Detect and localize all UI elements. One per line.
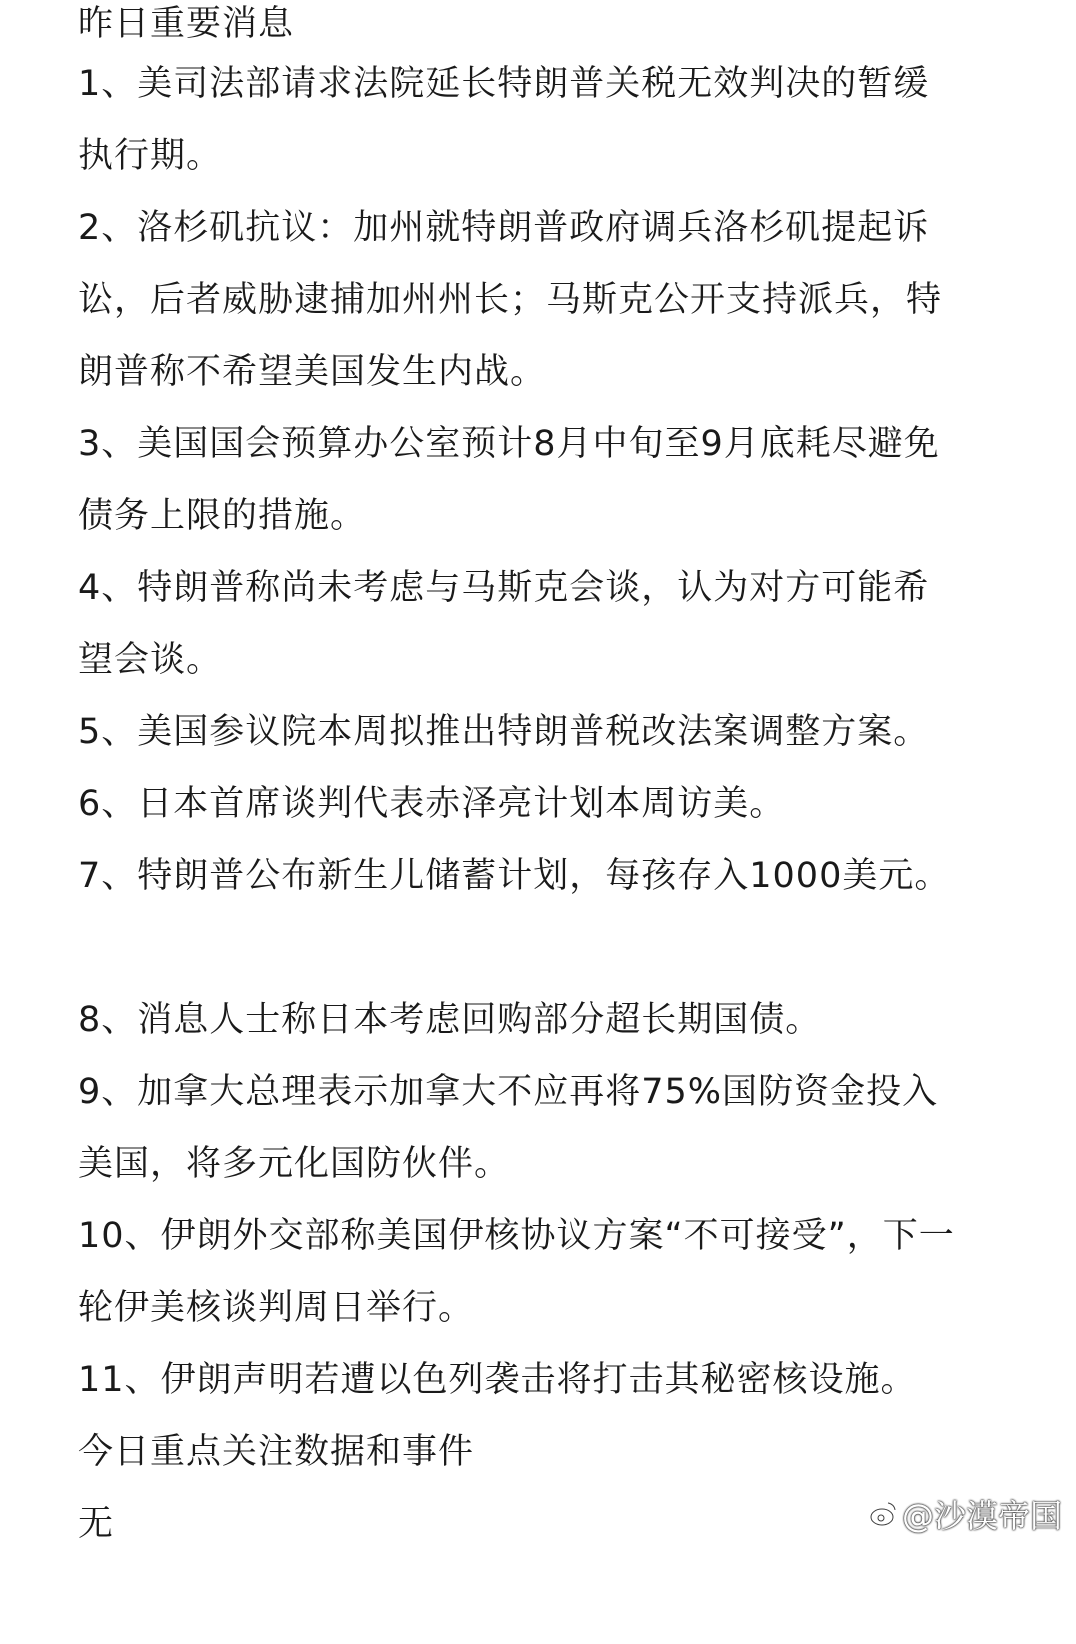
weibo-logo-icon	[868, 1499, 898, 1529]
news-item-6	[78, 768, 958, 840]
news-line: 1、美司法部请求法院延长特朗普关税无效判决的暂缓	[78, 64, 930, 104]
news-item-1	[78, 48, 958, 192]
news-line: 9、加拿大总理表示加拿大不应再将75%国防资金投入	[78, 1072, 939, 1112]
news-item-9	[78, 1056, 958, 1200]
news-line: 美国，将多元化国防伙伴。	[78, 1144, 511, 1184]
news-line: 讼，后者威胁逮捕加州州长；马斯克公开支持派兵，特	[78, 280, 943, 320]
news-line: 债务上限的措施。	[78, 496, 367, 536]
watermark	[868, 1488, 1062, 1540]
news-item-11	[78, 1344, 958, 1416]
news-line: 望会谈。	[78, 640, 223, 680]
news-item-10	[78, 1200, 958, 1344]
news-item-2	[78, 192, 958, 408]
news-line: 6、日本首席谈判代表赤泽亮计划本周访美。	[78, 784, 786, 824]
news-line: 7、特朗普公布新生儿储蓄计划，每孩存入1000美元。	[78, 856, 951, 896]
header-title: 昨日重要消息	[78, 4, 295, 44]
news-item-8	[78, 984, 958, 1056]
section-body: 无	[78, 1504, 115, 1544]
news-line: 轮伊美核谈判周日举行。	[78, 1288, 475, 1328]
news-item-4	[78, 552, 958, 696]
news-line: 11、伊朗声明若遭以色列袭击将打击其秘密核设施。	[78, 1360, 917, 1400]
news-item-3	[78, 408, 958, 552]
news-line: 10、伊朗外交部称美国伊核协议方案“不可接受”，下一	[78, 1216, 955, 1256]
news-line: 3、美国国会预算办公室预计8月中旬至9月底耗尽避免	[78, 424, 940, 464]
news-line: 2、洛杉矶抗议：加州就特朗普政府调兵洛杉矶提起诉	[78, 208, 930, 248]
news-document	[78, 0, 958, 1560]
news-item-7	[78, 840, 958, 912]
news-line: 4、特朗普称尚未考虑与马斯克会谈，认为对方可能希	[78, 568, 930, 608]
news-line: 朗普称不希望美国发生内战。	[78, 352, 547, 392]
watermark-text: @沙漠帝国	[901, 1497, 1062, 1535]
blank-gap	[78, 912, 958, 984]
news-item-5	[78, 696, 958, 768]
news-line: 执行期。	[78, 136, 223, 176]
section-title: 今日重点关注数据和事件	[78, 1432, 475, 1472]
news-line: 8、消息人士称日本考虑回购部分超长期国债。	[78, 1000, 822, 1040]
news-line: 5、美国参议院本周拟推出特朗普税改法案调整方案。	[78, 712, 930, 752]
